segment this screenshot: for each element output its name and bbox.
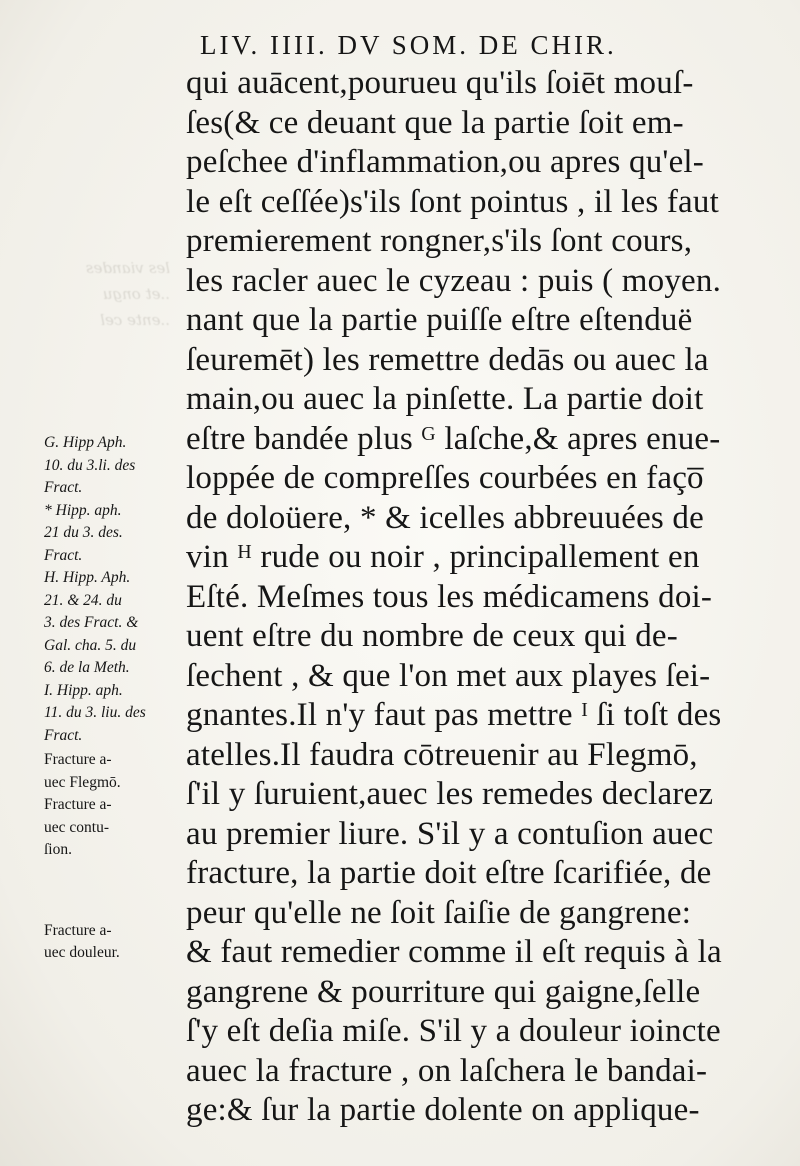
text-line: atelles.Il faudra cōtreuenir au Flegmō, <box>186 736 698 773</box>
text-line: peſchee d'inflammation,ou apres qu'el- <box>186 144 704 180</box>
margin-reference: I. Hipp. aph. <box>44 681 123 699</box>
margin-reference: 21 du 3. des. <box>44 524 123 541</box>
text-line: auec la fracture , on laſchera le bandai- <box>186 1052 708 1089</box>
margin-topic: uec Flegmō. <box>44 773 121 791</box>
text-line: nant que la partie puiſſe eſtre eſtenduë <box>186 302 693 338</box>
margin-topic: uec contu- <box>44 818 109 836</box>
text-line: & faut remedier comme il eſt requis à la <box>186 934 722 970</box>
text-line: gnantes.Il n'y faut pas mettre ᴵ ſi toſt des <box>186 697 722 733</box>
margin-reference: Fract. <box>44 479 83 496</box>
text-line: loppée de compreſſes courbées en faço̅ <box>186 460 704 496</box>
margin-reference: 6. de la Meth. <box>44 659 130 676</box>
text-line: ſechent , & que l'on met aux playes ſei- <box>186 657 711 694</box>
margin-reference: 11. du 3. liu. des <box>44 704 146 721</box>
text-line: main,ou auec la pinſette. La partie doit <box>186 381 704 417</box>
margin-reference: 10. du 3.li. des <box>44 456 136 474</box>
margin-topic: uec douleur. <box>44 944 120 961</box>
running-header: LIV. IIII. DV SOM. DE CHIR. <box>200 30 617 60</box>
margin-notes <box>44 432 186 965</box>
text-line: les racler auec le cyzeau : puis ( moyen. <box>186 262 722 299</box>
text-line: le eſt ceſſée)s'ils ſont pointus , il les faut <box>186 183 719 220</box>
text-line: Eſté. Meſmes tous les médicamens doi- <box>186 578 713 615</box>
text-line: eſtre bandée plus ᴳ laſche,& apres enue- <box>186 420 721 457</box>
text-line: uent eſtre du nombre de ceux qui de- <box>186 618 678 654</box>
margin-topic: Fracture a- <box>44 751 112 768</box>
text-line: ſes(& ce deuant que la partie ſoit em- <box>186 104 684 141</box>
text-line: vin ᴴ rude ou noir , principallement en <box>186 539 700 575</box>
margin-reference: 3. des Fract. & <box>44 614 139 631</box>
text-line: ge:& ſur la partie dolente on applique- <box>186 1092 700 1128</box>
margin-topic: Fracture a- <box>44 921 112 939</box>
margin-references <box>44 432 186 747</box>
margin-topic: ſion. <box>44 841 72 858</box>
text-line: au premier liure. S'il y a contuſion auec <box>186 815 714 852</box>
text-line: ſ'y eſt deſia miſe. S'il y a douleur ioincte <box>186 1013 721 1049</box>
text-line: de doloüere, * & icelles abbreuuées de <box>186 499 704 536</box>
margin-reference: Gal. cha. 5. du <box>44 636 137 654</box>
main-text-block <box>186 64 766 1131</box>
margin-reference: G. Hipp Aph. <box>44 434 127 451</box>
margin-reference: H. Hipp. Aph. <box>44 569 131 586</box>
margin-topic: Fracture a- <box>44 796 112 813</box>
margin-topics-fracture-douleur <box>44 920 186 965</box>
margin-reference: Fract. <box>44 726 83 744</box>
text-line: ſeuremēt) les remettre dedās ou auec la <box>186 341 709 378</box>
margin-reference: * Hipp. aph. <box>44 501 122 519</box>
text-line: fracture, la partie doit eſtre ſcarifiée, de <box>186 855 712 891</box>
text-line: gangrene & pourriture qui gaigne,ſelle <box>186 973 701 1010</box>
text-line: qui auācent,pourueu qu'ils ſoiēt mouſ- <box>186 65 694 101</box>
text-line: peur qu'elle ne ſoit ſaiſie de gangrene: <box>186 894 692 931</box>
margin-topics-fracture-flegmon <box>44 749 186 862</box>
margin-reference: 21. & 24. du <box>44 591 122 609</box>
text-line: ſ'il y ſuruient,auec les remedes declarez <box>186 776 714 812</box>
bleed-through-text: les viandes ..et ongu ..ente cel <box>85 259 170 329</box>
margin-reference: Fract. <box>44 546 83 564</box>
text-line: premierement rongner,s'ils ſont cours, <box>186 223 693 259</box>
